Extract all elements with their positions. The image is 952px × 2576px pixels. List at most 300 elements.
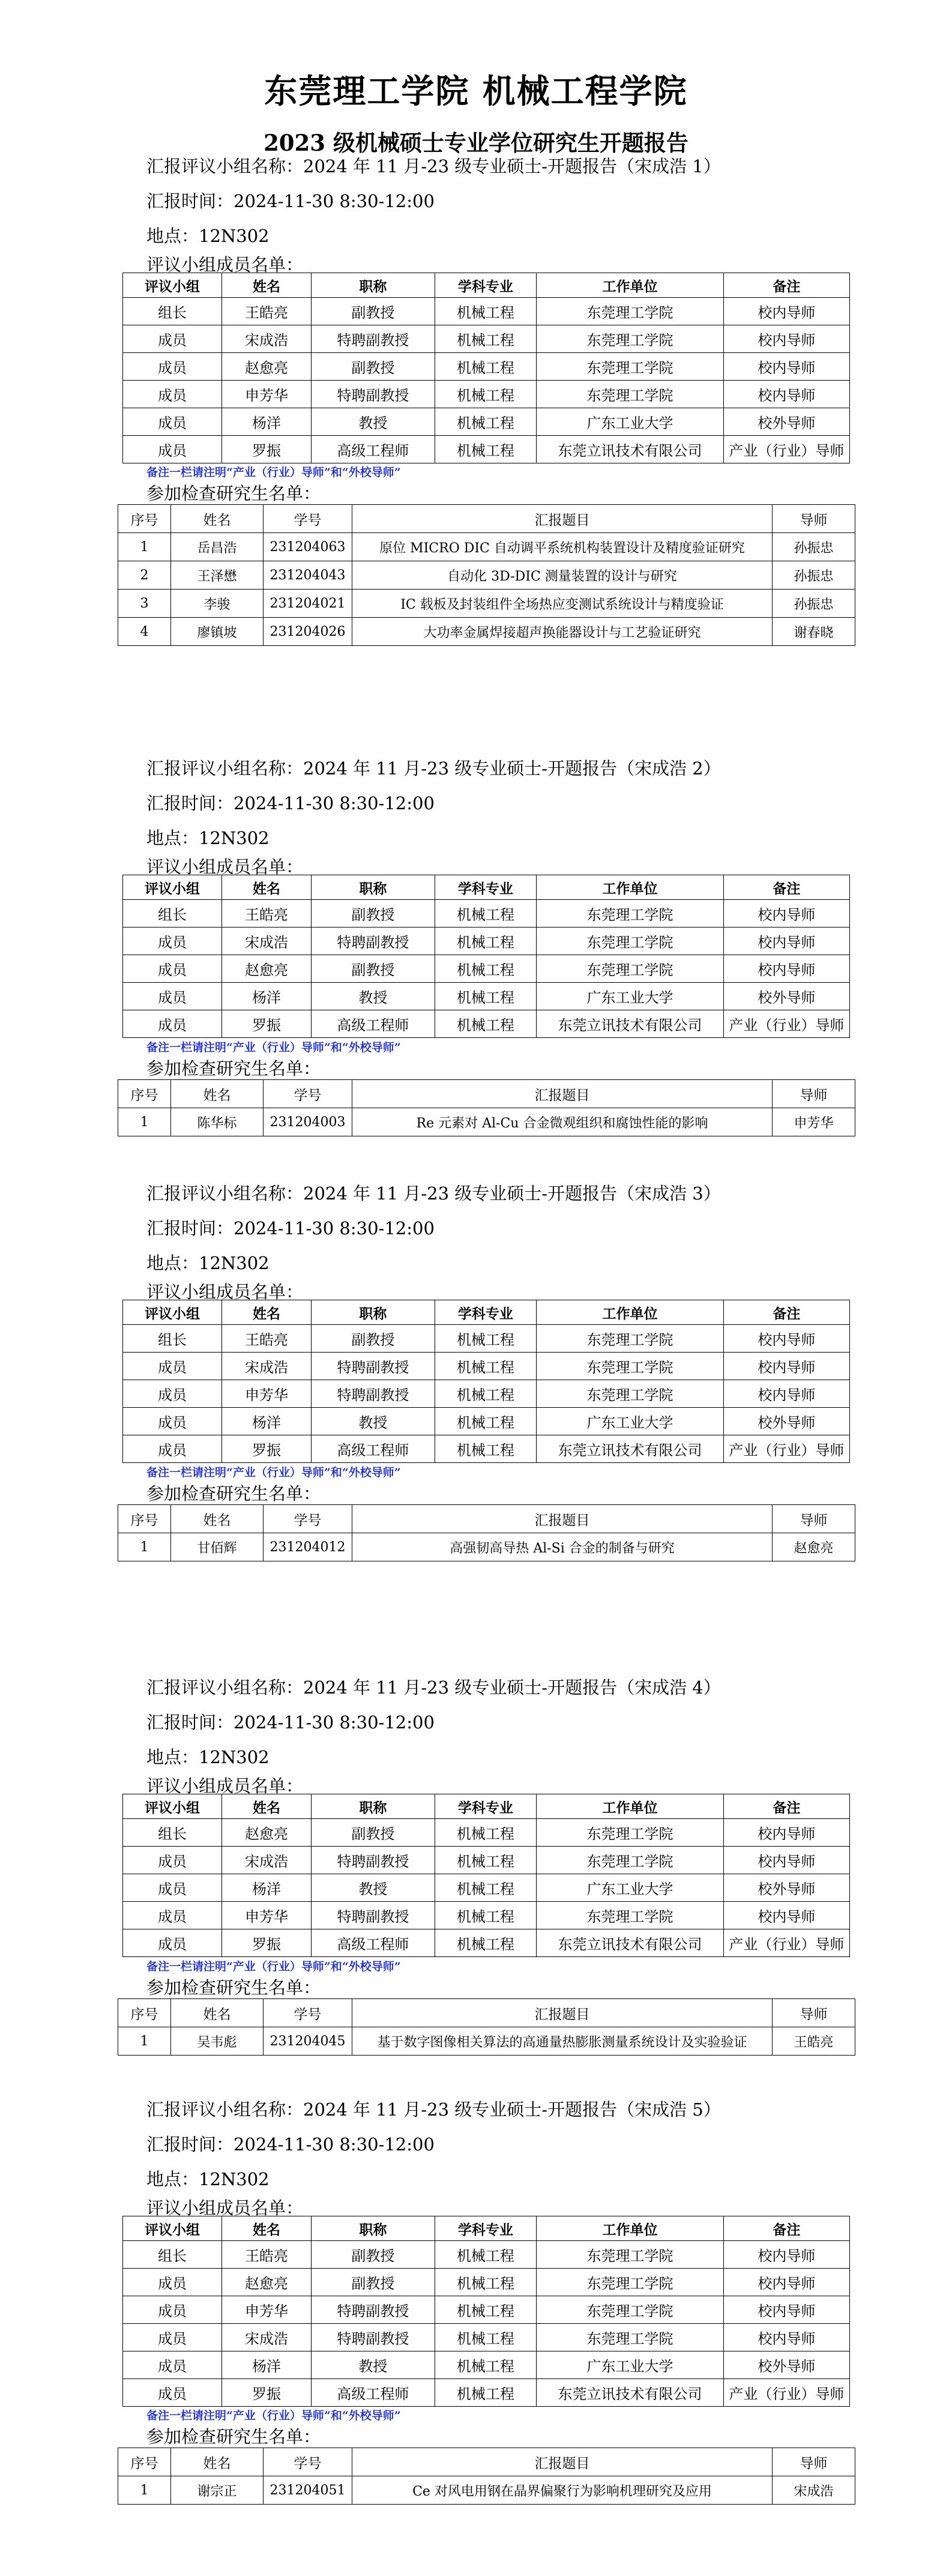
students-header-cell: 汇报题目 (352, 1505, 773, 1533)
group-name-line: 汇报评议小组名称：2024 年 11 月-23 级专业硕士-开题报告（宋成浩 2） (146, 758, 721, 779)
members-header-cell: 工作单位 (537, 273, 724, 298)
member-cell: 副教授 (312, 298, 435, 325)
member-row (123, 2296, 850, 2324)
member-row (123, 2351, 850, 2379)
students-header-cell: 序号 (118, 1080, 171, 1108)
member-cell: 副教授 (312, 955, 435, 983)
member-row (123, 2269, 850, 2296)
students-header-cell: 导师 (773, 505, 855, 533)
member-cell: 机械工程 (435, 1874, 536, 1902)
member-cell: 组长 (123, 1819, 222, 1847)
member-cell: 校外导师 (723, 2351, 849, 2379)
member-cell: 校内导师 (723, 325, 849, 353)
member-cell: 宋成浩 (221, 1353, 311, 1380)
member-cell: 机械工程 (435, 1380, 536, 1408)
members-header-cell: 姓名 (221, 2216, 311, 2241)
students-header-cell: 导师 (773, 2448, 855, 2476)
student-cell: 1 (118, 1533, 171, 1561)
student-cell: Ce 对风电用钢在晶界偏聚行为影响机理研究及应用 (352, 2476, 773, 2505)
student-cell: Re 元素对 Al-Cu 合金微观组织和腐蚀性能的影响 (352, 1108, 773, 1136)
report-place-line: 地点：12N302 (146, 226, 270, 246)
member-cell: 成员 (123, 1010, 222, 1038)
member-cell: 特聘副教授 (312, 2296, 435, 2324)
member-cell: 组长 (123, 900, 222, 928)
members-header-row (123, 273, 850, 298)
member-cell: 教授 (312, 1874, 435, 1902)
member-cell: 教授 (312, 408, 435, 436)
member-cell: 机械工程 (435, 381, 536, 408)
member-cell: 校内导师 (723, 1380, 849, 1408)
member-row (123, 1353, 850, 1380)
remark-note: 备注一栏请注明“产业（行业）导师”和“外校导师” (146, 1466, 401, 1479)
member-cell: 东莞理工学院 (537, 2324, 724, 2351)
member-cell: 成员 (123, 928, 222, 955)
members-header-cell: 职称 (312, 1300, 435, 1325)
student-cell: 231204063 (264, 533, 352, 561)
students-table (118, 1504, 855, 1561)
members-header-cell: 职称 (312, 273, 435, 298)
member-row (123, 2324, 850, 2351)
members-header-cell: 评议小组 (123, 1300, 222, 1325)
student-cell: IC 载板及封装组件全场热应变测试系统设计与精度验证 (352, 590, 773, 618)
student-cell: 1 (118, 2027, 171, 2056)
members-header-cell: 备注 (723, 1794, 849, 1819)
member-cell: 高级工程师 (312, 1010, 435, 1038)
member-cell: 东莞理工学院 (537, 955, 724, 983)
members-header-cell: 姓名 (221, 875, 311, 900)
member-cell: 杨洋 (221, 983, 311, 1010)
member-cell: 机械工程 (435, 2269, 536, 2296)
members-header-cell: 职称 (312, 1794, 435, 1819)
members-header-cell: 姓名 (221, 1794, 311, 1819)
report-time-line: 汇报时间：2024-11-30 8:30-12:00 (146, 1218, 435, 1238)
student-cell: 孙振忠 (773, 533, 855, 561)
member-cell: 副教授 (312, 1819, 435, 1847)
member-cell: 杨洋 (221, 1408, 311, 1435)
student-cell: 231204026 (264, 618, 352, 646)
students-header-cell: 姓名 (171, 1505, 264, 1533)
group-name-line: 汇报评议小组名称：2024 年 11 月-23 级专业硕士-开题报告（宋成浩 5） (146, 2099, 721, 2120)
student-cell: 1 (118, 533, 171, 561)
member-cell: 杨洋 (221, 2351, 311, 2379)
member-cell: 东莞理工学院 (537, 381, 724, 408)
member-cell: 机械工程 (435, 1902, 536, 1929)
members-list-label: 评议小组成员名单： (146, 1282, 304, 1302)
report-time-line: 汇报时间：2024-11-30 8:30-12:00 (146, 793, 435, 813)
member-row (123, 325, 850, 353)
students-header-cell: 姓名 (171, 505, 264, 533)
member-cell: 东莞理工学院 (537, 1819, 724, 1847)
student-cell: 2 (118, 561, 171, 590)
students-table (118, 2448, 855, 2505)
member-cell: 副教授 (312, 2269, 435, 2296)
students-header-cell: 汇报题目 (352, 1080, 773, 1108)
member-cell: 产业（行业）导师 (723, 436, 849, 463)
member-cell: 赵愈亮 (221, 955, 311, 983)
student-row (118, 2476, 855, 2505)
report-time-line: 汇报时间：2024-11-30 8:30-12:00 (146, 2134, 435, 2155)
member-cell: 罗振 (221, 1929, 311, 1957)
student-cell: 谢宗正 (171, 2476, 264, 2505)
members-header-row (123, 1300, 850, 1325)
member-cell: 产业（行业）导师 (723, 1929, 849, 1957)
members-header-row (123, 2216, 850, 2241)
student-cell: 孙振忠 (773, 590, 855, 618)
member-cell: 副教授 (312, 1325, 435, 1353)
student-cell: 吴韦彪 (171, 2027, 264, 2056)
member-row (123, 1902, 850, 1929)
members-table (122, 273, 850, 463)
member-cell: 广东工业大学 (537, 983, 724, 1010)
page-subtitle: 2023 级机械硕士专业学位研究生开题报告 (264, 130, 688, 156)
member-cell: 东莞立讯技术有限公司 (537, 1010, 724, 1038)
member-cell: 校外导师 (723, 1408, 849, 1435)
member-cell: 王皓亮 (221, 2241, 311, 2269)
member-cell: 机械工程 (435, 353, 536, 381)
member-cell: 王皓亮 (221, 900, 311, 928)
member-cell: 特聘副教授 (312, 1380, 435, 1408)
member-cell: 教授 (312, 983, 435, 1010)
member-cell: 成员 (123, 2324, 222, 2351)
member-cell: 成员 (123, 1902, 222, 1929)
member-row (123, 381, 850, 408)
member-cell: 校内导师 (723, 381, 849, 408)
member-cell: 校内导师 (723, 1819, 849, 1847)
member-row (123, 2241, 850, 2269)
student-cell: 原位 MICRO DIC 自动调平系统机构装置设计及精度验证研究 (352, 533, 773, 561)
students-table (118, 504, 855, 646)
member-cell: 罗振 (221, 1435, 311, 1463)
members-header-cell: 姓名 (221, 273, 311, 298)
members-header-cell: 学科专业 (435, 2216, 536, 2241)
student-cell: 大功率金属焊接超声换能器设计与工艺验证研究 (352, 618, 773, 646)
member-cell: 机械工程 (435, 983, 536, 1010)
member-cell: 王皓亮 (221, 1325, 311, 1353)
member-cell: 东莞理工学院 (537, 1353, 724, 1380)
student-cell: 231204045 (264, 2027, 352, 2056)
member-cell: 东莞理工学院 (537, 1380, 724, 1408)
member-cell: 机械工程 (435, 2379, 536, 2407)
member-row (123, 1408, 850, 1435)
student-cell: 廖镇坡 (171, 618, 264, 646)
members-table (122, 1300, 850, 1463)
student-cell: 甘佰辉 (171, 1533, 264, 1561)
member-cell: 机械工程 (435, 298, 536, 325)
member-cell: 机械工程 (435, 1819, 536, 1847)
student-cell: 231204003 (264, 1108, 352, 1136)
member-cell: 成员 (123, 436, 222, 463)
student-cell: 王泽懋 (171, 561, 264, 590)
member-cell: 东莞理工学院 (537, 298, 724, 325)
member-row (123, 436, 850, 463)
students-header-row (118, 2448, 855, 2476)
member-cell: 宋成浩 (221, 2324, 311, 2351)
member-cell: 申芳华 (221, 1380, 311, 1408)
member-cell: 高级工程师 (312, 2379, 435, 2407)
members-header-cell: 工作单位 (537, 2216, 724, 2241)
student-row (118, 590, 855, 618)
students-header-row (118, 1080, 855, 1108)
member-cell: 特聘副教授 (312, 2324, 435, 2351)
member-cell: 校内导师 (723, 1902, 849, 1929)
member-cell: 机械工程 (435, 928, 536, 955)
student-cell: 231204051 (264, 2476, 352, 2505)
students-header-cell: 序号 (118, 1999, 171, 2027)
member-cell: 机械工程 (435, 900, 536, 928)
students-header-cell: 姓名 (171, 2448, 264, 2476)
members-list-label: 评议小组成员名单： (146, 2198, 304, 2218)
member-row (123, 1325, 850, 1353)
member-cell: 教授 (312, 2351, 435, 2379)
member-cell: 成员 (123, 408, 222, 436)
members-header-cell: 评议小组 (123, 273, 222, 298)
member-cell: 机械工程 (435, 1325, 536, 1353)
member-cell: 东莞理工学院 (537, 1902, 724, 1929)
students-header-cell: 汇报题目 (352, 505, 773, 533)
member-cell: 机械工程 (435, 325, 536, 353)
member-cell: 杨洋 (221, 1874, 311, 1902)
member-cell: 校内导师 (723, 928, 849, 955)
member-cell: 组长 (123, 298, 222, 325)
member-cell: 成员 (123, 955, 222, 983)
member-cell: 宋成浩 (221, 928, 311, 955)
members-list-label: 评议小组成员名单： (146, 1776, 304, 1796)
students-header-cell: 导师 (773, 1080, 855, 1108)
students-header-cell: 导师 (773, 1505, 855, 1533)
member-cell: 成员 (123, 1353, 222, 1380)
member-cell: 广东工业大学 (537, 1874, 724, 1902)
members-table (122, 1794, 850, 1957)
member-cell: 广东工业大学 (537, 1408, 724, 1435)
group-name-line: 汇报评议小组名称：2024 年 11 月-23 级专业硕士-开题报告（宋成浩 1） (146, 156, 721, 176)
members-header-cell: 评议小组 (123, 1794, 222, 1819)
members-header-cell: 工作单位 (537, 1300, 724, 1325)
members-header-cell: 工作单位 (537, 1794, 724, 1819)
members-table (122, 875, 850, 1038)
students-list-label: 参加检查研究生名单： (146, 2427, 321, 2447)
student-cell: 谢春晓 (773, 618, 855, 646)
students-list-label: 参加检查研究生名单： (146, 483, 321, 504)
member-cell: 宋成浩 (221, 1847, 311, 1874)
member-cell: 机械工程 (435, 1010, 536, 1038)
member-cell: 机械工程 (435, 1353, 536, 1380)
member-cell: 校内导师 (723, 2269, 849, 2296)
students-table (118, 1079, 855, 1136)
report-place-line: 地点：12N302 (146, 2169, 270, 2189)
member-row (123, 353, 850, 381)
student-cell: 4 (118, 618, 171, 646)
member-cell: 校内导师 (723, 298, 849, 325)
student-cell: 宋成浩 (773, 2476, 855, 2505)
member-cell: 特聘副教授 (312, 325, 435, 353)
member-cell: 东莞理工学院 (537, 1325, 724, 1353)
member-cell: 副教授 (312, 2241, 435, 2269)
member-cell: 校外导师 (723, 1874, 849, 1902)
member-cell: 申芳华 (221, 2296, 311, 2324)
student-cell: 李骏 (171, 590, 264, 618)
students-list-label: 参加检查研究生名单： (146, 1058, 321, 1079)
member-cell: 产业（行业）导师 (723, 1435, 849, 1463)
members-header-cell: 备注 (723, 273, 849, 298)
member-row (123, 1929, 850, 1957)
member-cell: 机械工程 (435, 1435, 536, 1463)
member-cell: 机械工程 (435, 2324, 536, 2351)
members-header-cell: 学科专业 (435, 273, 536, 298)
students-header-cell: 序号 (118, 1505, 171, 1533)
member-cell: 成员 (123, 2351, 222, 2379)
students-table (118, 1998, 855, 2056)
student-row (118, 2027, 855, 2056)
member-cell: 校内导师 (723, 2296, 849, 2324)
member-cell: 成员 (123, 381, 222, 408)
members-header-row (123, 1794, 850, 1819)
member-cell: 校内导师 (723, 955, 849, 983)
students-header-cell: 姓名 (171, 1999, 264, 2027)
member-cell: 产业（行业）导师 (723, 2379, 849, 2407)
member-row (123, 1847, 850, 1874)
member-cell: 东莞立讯技术有限公司 (537, 1929, 724, 1957)
report-place-line: 地点：12N302 (146, 828, 270, 848)
member-cell: 机械工程 (435, 2351, 536, 2379)
member-cell: 成员 (123, 1874, 222, 1902)
member-cell: 校外导师 (723, 408, 849, 436)
member-cell: 特聘副教授 (312, 1353, 435, 1380)
members-header-cell: 职称 (312, 2216, 435, 2241)
member-cell: 机械工程 (435, 955, 536, 983)
members-list-label: 评议小组成员名单： (146, 255, 304, 275)
students-header-cell: 序号 (118, 2448, 171, 2476)
member-row (123, 1819, 850, 1847)
member-cell: 机械工程 (435, 1408, 536, 1435)
member-cell: 组长 (123, 2241, 222, 2269)
students-header-row (118, 505, 855, 533)
member-cell: 高级工程师 (312, 1435, 435, 1463)
member-cell: 赵愈亮 (221, 1819, 311, 1847)
member-cell: 产业（行业）导师 (723, 1010, 849, 1038)
member-cell: 校内导师 (723, 900, 849, 928)
member-cell: 成员 (123, 2379, 222, 2407)
members-header-cell: 评议小组 (123, 2216, 222, 2241)
students-header-row (118, 1505, 855, 1533)
student-cell: 231204012 (264, 1533, 352, 1561)
member-cell: 成员 (123, 1929, 222, 1957)
member-cell: 申芳华 (221, 1902, 311, 1929)
students-header-cell: 学号 (264, 1999, 352, 2027)
member-cell: 成员 (123, 983, 222, 1010)
student-cell: 231204021 (264, 590, 352, 618)
member-cell: 校内导师 (723, 2324, 849, 2351)
students-header-cell: 导师 (773, 1999, 855, 2027)
report-place-line: 地点：12N302 (146, 1747, 270, 1767)
member-cell: 校内导师 (723, 1353, 849, 1380)
student-row (118, 1533, 855, 1561)
member-cell: 高级工程师 (312, 1929, 435, 1957)
student-row (118, 1108, 855, 1136)
student-row (118, 533, 855, 561)
member-row (123, 1874, 850, 1902)
member-cell: 杨洋 (221, 408, 311, 436)
member-cell: 罗振 (221, 2379, 311, 2407)
member-cell: 特聘副教授 (312, 928, 435, 955)
remark-note: 备注一栏请注明“产业（行业）导师”和“外校导师” (146, 466, 401, 479)
student-cell: 孙振忠 (773, 561, 855, 590)
member-cell: 成员 (123, 1380, 222, 1408)
member-cell: 罗振 (221, 436, 311, 463)
member-cell: 高级工程师 (312, 436, 435, 463)
member-cell: 机械工程 (435, 1929, 536, 1957)
member-cell: 宋成浩 (221, 325, 311, 353)
group-name-line: 汇报评议小组名称：2024 年 11 月-23 级专业硕士-开题报告（宋成浩 4） (146, 1677, 721, 1698)
student-cell: 3 (118, 590, 171, 618)
report-place-line: 地点：12N302 (146, 1253, 270, 1273)
member-cell: 校内导师 (723, 1847, 849, 1874)
member-cell: 东莞理工学院 (537, 325, 724, 353)
members-header-cell: 备注 (723, 875, 849, 900)
member-cell: 机械工程 (435, 2296, 536, 2324)
member-row (123, 900, 850, 928)
member-row (123, 983, 850, 1010)
members-header-cell: 备注 (723, 1300, 849, 1325)
members-header-cell: 工作单位 (537, 875, 724, 900)
member-cell: 申芳华 (221, 381, 311, 408)
members-list-label: 评议小组成员名单： (146, 857, 304, 877)
student-cell: 申芳华 (773, 1108, 855, 1136)
member-cell: 特聘副教授 (312, 1847, 435, 1874)
students-header-cell: 学号 (264, 1080, 352, 1108)
student-cell: 赵愈亮 (773, 1533, 855, 1561)
group-name-line: 汇报评议小组名称：2024 年 11 月-23 级专业硕士-开题报告（宋成浩 3） (146, 1183, 721, 1204)
member-cell: 副教授 (312, 900, 435, 928)
member-cell: 赵愈亮 (221, 2269, 311, 2296)
students-header-cell: 学号 (264, 2448, 352, 2476)
member-cell: 东莞理工学院 (537, 928, 724, 955)
member-cell: 校内导师 (723, 1325, 849, 1353)
member-cell: 校内导师 (723, 2241, 849, 2269)
member-cell: 王皓亮 (221, 298, 311, 325)
member-cell: 成员 (123, 325, 222, 353)
member-row (123, 2379, 850, 2407)
members-header-row (123, 875, 850, 900)
member-cell: 成员 (123, 1408, 222, 1435)
student-cell: 1 (118, 1108, 171, 1136)
student-cell: 1 (118, 2476, 171, 2505)
member-cell: 东莞理工学院 (537, 1847, 724, 1874)
member-cell: 成员 (123, 1847, 222, 1874)
student-cell: 自动化 3D-DIC 测量装置的设计与研究 (352, 561, 773, 590)
students-header-cell: 学号 (264, 1505, 352, 1533)
member-cell: 副教授 (312, 353, 435, 381)
members-header-cell: 评议小组 (123, 875, 222, 900)
student-cell: 陈华标 (171, 1108, 264, 1136)
students-header-cell: 汇报题目 (352, 1999, 773, 2027)
member-cell: 东莞理工学院 (537, 2296, 724, 2324)
members-header-cell: 姓名 (221, 1300, 311, 1325)
member-cell: 东莞理工学院 (537, 353, 724, 381)
member-cell: 成员 (123, 353, 222, 381)
member-cell: 成员 (123, 1435, 222, 1463)
member-cell: 赵愈亮 (221, 353, 311, 381)
member-row (123, 298, 850, 325)
members-table (122, 2216, 850, 2407)
student-cell: 岳昌浩 (171, 533, 264, 561)
members-header-cell: 学科专业 (435, 1300, 536, 1325)
member-row (123, 928, 850, 955)
student-cell: 高强韧高导热 Al-Si 合金的制备与研究 (352, 1533, 773, 1561)
member-cell: 成员 (123, 2269, 222, 2296)
member-cell: 广东工业大学 (537, 2351, 724, 2379)
student-row (118, 561, 855, 590)
members-header-cell: 职称 (312, 875, 435, 900)
